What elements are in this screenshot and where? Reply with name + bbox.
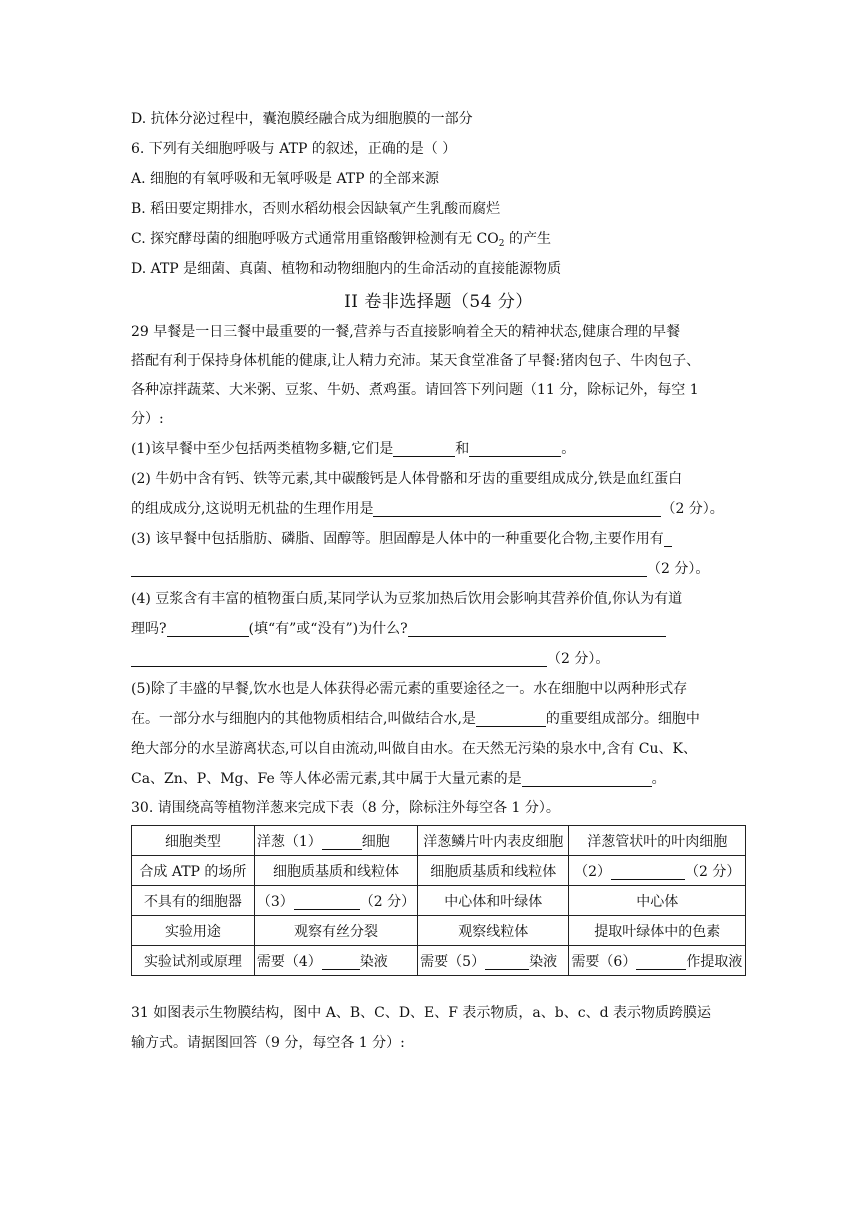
answer-blank[interactable] [408,619,666,637]
q29-part5-line3: 绝大部分的水呈游离状态,可以自由流动,叫做自由水。在天然无污染的泉水中,含有 Cu、K、 [131,741,697,757]
table-row [132,856,746,886]
q29-intro-line3: 各种凉拌蔬菜、大米粥、豆浆、牛奶、煮鸡蛋。请回答下列问题（11 分，除标记外，每空 1 [131,382,699,398]
answer-blank[interactable] [522,769,652,787]
answer-blank[interactable] [373,499,661,517]
table-cell: 洋葱（1） 细胞 [254,826,417,856]
q29-part5-line1: (5)除了丰盛的早餐,饮水也是人体获得必需元素的重要途径之一。水在细胞中以两种形式存 [131,681,688,697]
table-header-cell: 实验试剂或原理 [132,946,255,976]
answer-blank[interactable] [322,832,362,850]
table-cell: 观察有丝分裂 [254,916,417,946]
table-row [132,826,746,856]
answer-blank[interactable] [131,649,547,667]
table-cell: （3） （2 分） [254,886,417,916]
answer-blank[interactable] [611,862,685,880]
answer-blank[interactable] [322,952,360,970]
answer-blank[interactable] [636,952,686,970]
table-cell: 洋葱鳞片叶内表皮细胞 [418,826,569,856]
q30-stem: 30. 请围绕高等植物洋葱来完成下表（8 分，除标注外每空各 1 分）。 [131,800,560,816]
answer-blank[interactable] [664,529,672,547]
table-cell: 洋葱管状叶的叶肉细胞 [569,826,746,856]
answer-blank[interactable] [131,559,647,577]
q6-option-b: B. 稻田要定期排水，否则水稻幼根会因缺氧产生乳酸而腐烂 [131,201,501,217]
table-cell: 中心体和叶绿体 [418,886,569,916]
table-row [132,916,746,946]
table-header-cell: 实验用途 [132,916,255,946]
q29-part4-line2: 理吗? (填“有”或“没有”)为什么? [131,614,746,644]
answer-blank[interactable] [485,952,529,970]
q31-stem-line2: 输方式。请据图回答（9 分，每空各 1 分）: [131,1035,405,1051]
q29-intro-line1: 29 早餐是一日三餐中最重要的一餐,营养与否直接影响着全天的精神状态,健康合理的早餐 [131,324,681,340]
exam-page [131,104,746,1058]
table-header-cell: 细胞类型 [132,826,255,856]
answer-blank[interactable] [469,439,561,457]
q5-option-d: D. 抗体分泌过程中，囊泡膜经融合成为细胞膜的一部分 [131,111,473,127]
q29-part5-line4: Ca、Zn、P、Mg、Fe 等人体必需元素,其中属于大量元素的是 。 [131,771,666,787]
q6-option-a: A. 细胞的有氧呼吸和无氧呼吸是 ATP 的全部来源 [131,171,440,187]
q31-stem-line1: 31 如图表示生物膜结构，图中 A、B、C、D、E、F 表示物质，a、b、c、d 表示物质跨膜运 [131,1005,711,1021]
q29-part3-line1: (3) 该早餐中包括脂肪、磷脂、固醇等。胆固醇是人体中的一种重要化合物,主要作用有 [131,524,746,554]
q29-part2-line2: 的组成成分,这说明无机盐的生理作用是 （2 分）。 [131,501,724,517]
table-cell: 观察线粒体 [418,916,569,946]
answer-blank[interactable] [294,892,360,910]
q29-part4-line1: (4) 豆浆含有丰富的植物蛋白质,某同学认为豆浆加热后饮用会影响其营养价值,你认为有道 [131,591,683,607]
q6-option-d: D. ATP 是细菌、真菌、植物和动物细胞内的生命活动的直接能源物质 [131,261,562,277]
q6-option-c: C. 探究酵母菌的细胞呼吸方式通常用重铬酸钾检测有无 $CO_2$ 的产生 [131,231,551,249]
q29-part3-line2: （2 分）。 [131,554,746,584]
answer-blank[interactable] [167,619,249,637]
table-row [132,886,746,916]
q29-part1: (1)该早餐中至少包括两类植物多糖,它们是 和 。 [131,441,576,457]
q29-part4-line3: （2 分）。 [131,644,746,674]
q30-table [131,825,746,976]
table-cell: 中心体 [569,886,746,916]
q29-part5-line2: 在。一部分水与细胞内的其他物质相结合,叫做结合水,是 的重要组成部分。细胞中 [131,711,700,727]
answer-blank[interactable] [393,439,455,457]
section-title: II 卷非选择题（54 分） [344,292,533,312]
table-cell: （2） （2 分） [569,856,746,886]
table-cell: 需要（4） 染液 [254,946,417,976]
table-cell: 需要（6） 作提取液 [569,946,746,976]
table-header-cell: 合成 ATP 的场所 [132,856,255,886]
table-cell: 细胞质基质和线粒体 [418,856,569,886]
q6-stem: 6. 下列有关细胞呼吸与 ATP 的叙述，正确的是（ ） [131,141,457,157]
table-cell: 细胞质基质和线粒体 [254,856,417,886]
table-header-cell: 不具有的细胞器 [132,886,255,916]
q29-part2-line1: (2) 牛奶中含有钙、铁等元素,其中碳酸钙是人体骨骼和牙齿的重要组成成分,铁是血红蛋白 [131,471,683,487]
answer-blank[interactable] [476,709,546,727]
q29-intro-line2: 搭配有利于保持身体机能的健康,让人精力充沛。某天食堂准备了早餐:猪肉包子、牛肉包子、 [131,353,701,369]
table-cell: 提取叶绿体中的色素 [569,916,746,946]
table-cell: 需要（5） 染液 [418,946,569,976]
q29-intro-line4: 分）: [131,411,164,427]
table-row [132,946,746,976]
